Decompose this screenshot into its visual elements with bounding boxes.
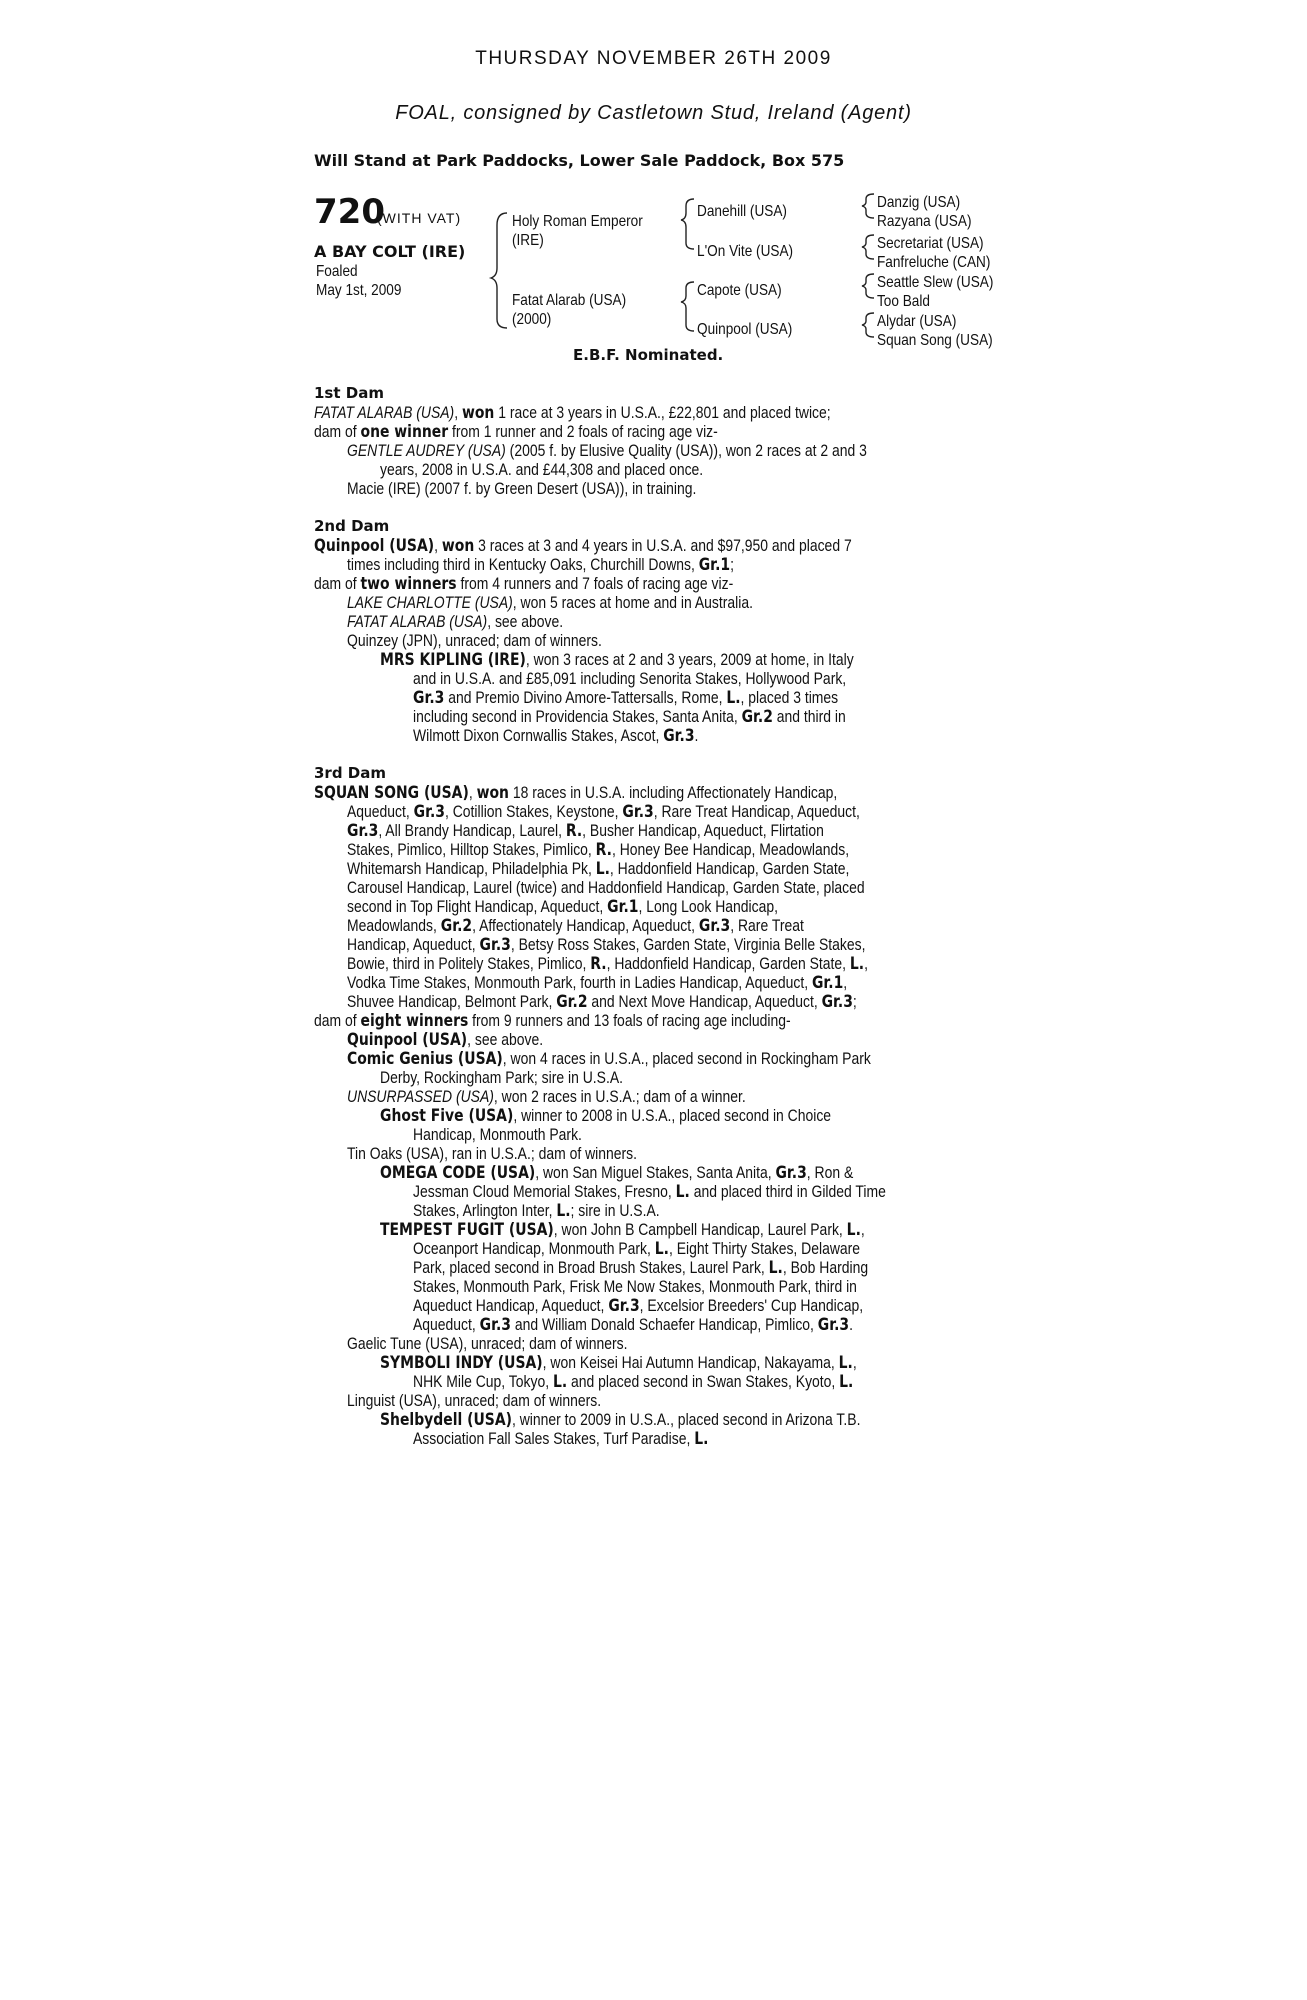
lot-number: 720 [314,192,385,232]
pedigree-brace-ss [862,194,874,218]
pedigree-sire-sire: Danehill (USA) [697,203,787,220]
third-dam-line: dam of eight winners from 9 runners and 13 foals of racing age including- [314,1011,791,1031]
pedigree-sire-dam: L'On Vite (USA) [697,243,794,260]
foaled-label: Foaled [316,263,358,280]
first-dam-line: Macie (IRE) (2007 f. by Green Desert (USA)), in training. [347,479,697,498]
second-dam-line: dam of two winners from 4 runners and 7 foals of racing age viz- [314,574,734,594]
second-dam-line: LAKE CHARLOTTE (USA), won 5 races at home and in Australia. [347,593,753,612]
pedigree-dam: Fatat Alarab (USA) [512,292,627,309]
dam-name: Quinpool (USA) [314,536,435,556]
pedigree-dam-year: (2000) [512,311,552,328]
pedigree-gg-3: Secretariat (USA) [877,235,984,252]
third-dam-line: NHK Mile Cup, Tokyo, L. and placed second in Swan Stakes, Kyoto, L. [413,1372,854,1392]
third-dam-line: Derby, Rockingham Park; sire in U.S.A. [380,1068,624,1087]
vat-note: (WITH VAT) [377,210,462,226]
progeny-name: SYMBOLI INDY (USA) [380,1353,543,1373]
progeny-name: Ghost Five (USA) [380,1106,514,1126]
second-dam-line: Wilmott Dixon Cornwallis Stakes, Ascot, Gr.3. [413,726,699,746]
first-dam-line: FATAT ALARAB (USA), won 1 race at 3 years in U.S.A., £22,801 and placed twice; [314,403,831,423]
pedigree-gg-4: Fanfreluche (CAN) [877,254,991,271]
second-dam-line: FATAT ALARAB (USA), see above. [347,612,564,631]
pedigree-gg-7: Alydar (USA) [877,313,957,330]
third-dam-line: Gaelic Tune (USA), unraced; dam of winners. [347,1334,628,1353]
pedigree-brace-sire [681,199,694,249]
pedigree-gg-2: Razyana (USA) [877,213,972,230]
pedigree-sire-country: (IRE) [512,232,544,249]
third-dam-line: Whitemarsh Handicap, Philadelphia Pk, L., Haddonfield Handicap, Garden State, [347,859,850,879]
pedigree-dam-dam: Quinpool (USA) [697,321,793,338]
pedigree-brace-dam [681,282,694,331]
third-dam-line: Linguist (USA), unraced; dam of winners. [347,1391,602,1410]
pedigree-gg-8: Squan Song (USA) [877,332,993,349]
first-dam-line: GENTLE AUDREY (USA) (2005 f. by Elusive Quality (USA)), won 2 races at 2 and 3 [347,441,867,460]
foaled-date: May 1st, 2009 [316,282,402,299]
third-dam-line: Stakes, Arlington Inter, L.; sire in U.S.A. [413,1201,660,1221]
progeny-name: MRS KIPLING (IRE) [380,650,526,670]
third-dam-line: Jessman Cloud Memorial Stakes, Fresno, L. and placed third in Gilded Time [413,1182,886,1202]
pedigree-brace-sd [862,235,874,259]
first-dam-heading: 1st Dam [314,384,384,402]
pedigree-sire: Holy Roman Emperor [512,213,643,230]
second-dam-line: times including third in Kentucky Oaks, Churchill Downs, Gr.1; [347,555,734,575]
pedigree-gg-1: Danzig (USA) [877,194,961,211]
second-dam-line: MRS KIPLING (IRE), won 3 races at 2 and 3 years, 2009 at home, in Italy [380,650,854,670]
third-dam-line: Aqueduct, Gr.3, Cotillion Stakes, Keystone, Gr.3, Rare Treat Handicap, Aqueduct, [347,802,860,822]
third-dam-line: SQUAN SONG (USA), won 18 races in U.S.A. including Affectionately Handicap, [314,783,838,803]
third-dam-line: Park, placed second in Broad Brush Stakes, Laurel Park, L., Bob Harding [413,1258,869,1278]
third-dam-line: Stakes, Pimlico, Hilltop Stakes, Pimlico, R., Honey Bee Handicap, Meadowlands, [347,840,850,860]
third-dam-line: Quinpool (USA), see above. [347,1030,544,1050]
second-dam-line: Quinpool (USA), won 3 races at 3 and 4 years in U.S.A. and $97,950 and placed 7 [314,536,852,556]
third-dam-line: SYMBOLI INDY (USA), won Keisei Hai Autumn Handicap, Nakayama, L., [380,1353,857,1373]
first-dam-line: years, 2008 in U.S.A. and £44,308 and placed once. [380,460,704,479]
third-dam-line: OMEGA CODE (USA), won San Miguel Stakes, Santa Anita, Gr.3, Ron & [380,1163,854,1183]
third-dam-line: Aqueduct Handicap, Aqueduct, Gr.3, Excelsior Breeders' Cup Handicap, [413,1296,864,1316]
third-dam-line: Bowie, third in Politely Stakes, Pimlico, R., Haddonfield Handicap, Garden State, L., [347,954,868,974]
stabling-line: Will Stand at Park Paddocks, Lower Sale Paddock, Box 575 [314,151,845,170]
pedigree-brace-ds [862,274,874,298]
pedigree-brace-main [491,213,507,328]
progeny-name: FATAT ALARAB (USA) [347,612,488,631]
ebf-nomination: E.B.F. Nominated. [573,346,724,364]
third-dam-line: Gr.3, All Brandy Handicap, Laurel, R., Busher Handicap, Aqueduct, Flirtation [347,821,824,841]
second-dam-line: Quinzey (JPN), unraced; dam of winners. [347,631,602,650]
progeny-name: TEMPEST FUGIT (USA) [380,1220,554,1240]
pedigree-dam-sire: Capote (USA) [697,282,782,299]
third-dam-line: second in Top Flight Handicap, Aqueduct, Gr.1, Long Look Handicap, [347,897,778,917]
progeny-name: Quinpool (USA) [347,1030,468,1050]
third-dam-line: Shelbydell (USA), winner to 2009 in U.S.A., placed second in Arizona T.B. [380,1410,861,1430]
pedigree-gg-6: Too Bald [877,293,930,310]
pedigree-gg-5: Seattle Slew (USA) [877,274,994,291]
third-dam-line: Carousel Handicap, Laurel (twice) and Haddonfield Handicap, Garden State, placed [347,878,865,897]
pedigree-braces [0,0,1307,380]
third-dam-line: Handicap, Monmouth Park. [413,1125,582,1144]
consignor-line: FOAL, consigned by Castletown Stud, Ireland (Agent) [395,102,912,124]
third-dam-line: Meadowlands, Gr.2, Affectionately Handicap, Aqueduct, Gr.3, Rare Treat [347,916,804,936]
third-dam-line: Ghost Five (USA), winner to 2008 in U.S.A., placed second in Choice [380,1106,832,1126]
progeny-name: GENTLE AUDREY (USA) [347,441,506,460]
third-dam-line: UNSURPASSED (USA), won 2 races in U.S.A.; dam of a winner. [347,1087,746,1106]
third-dam-line: Oceanport Handicap, Monmouth Park, L., Eight Thirty Stakes, Delaware [413,1239,861,1259]
third-dam-line: Association Fall Sales Stakes, Turf Paradise, L. [413,1429,709,1449]
progeny-name: OMEGA CODE (USA) [380,1163,536,1183]
lot-title: A BAY COLT (IRE) [314,242,466,261]
progeny-name: UNSURPASSED (USA) [347,1087,494,1106]
third-dam-line: Handicap, Aqueduct, Gr.3, Betsy Ross Stakes, Garden State, Virginia Belle Stakes, [347,935,866,955]
sale-date-header: THURSDAY NOVEMBER 26TH 2009 [475,48,832,69]
third-dam-line: Vodka Time Stakes, Monmouth Park, fourth in Ladies Handicap, Aqueduct, Gr.1, [347,973,848,993]
first-dam-line: dam of one winner from 1 runner and 2 foals of racing age viz- [314,422,718,442]
third-dam-line: Comic Genius (USA), won 4 races in U.S.A., placed second in Rockingham Park [347,1049,871,1069]
progeny-name: Shelbydell (USA) [380,1410,512,1430]
second-dam-line: including second in Providencia Stakes, Santa Anita, Gr.2 and third in [413,707,846,727]
second-dam-heading: 2nd Dam [314,517,390,535]
third-dam-line: TEMPEST FUGIT (USA), won John B Campbell Handicap, Laurel Park, L., [380,1220,865,1240]
third-dam-line: Aqueduct, Gr.3 and William Donald Schaefer Handicap, Pimlico, Gr.3. [413,1315,854,1335]
progeny-name: Comic Genius (USA) [347,1049,503,1069]
third-dam-line: Tin Oaks (USA), ran in U.S.A.; dam of winners. [347,1144,637,1163]
progeny-name: LAKE CHARLOTTE (USA) [347,593,513,612]
third-dam-heading: 3rd Dam [314,764,386,782]
dam-name: FATAT ALARAB (USA) [314,403,455,422]
dam-name: SQUAN SONG (USA) [314,783,469,803]
pedigree-brace-dd [862,313,874,337]
second-dam-line: Gr.3 and Premio Divino Amore-Tattersalls, Rome, L., placed 3 times [413,688,839,708]
third-dam-line: Stakes, Monmouth Park, Frisk Me Now Stakes, Monmouth Park, third in [413,1277,857,1296]
third-dam-line: Shuvee Handicap, Belmont Park, Gr.2 and Next Move Handicap, Aqueduct, Gr.3; [347,992,857,1012]
second-dam-line: and in U.S.A. and £85,091 including Senorita Stakes, Hollywood Park, [413,669,847,688]
